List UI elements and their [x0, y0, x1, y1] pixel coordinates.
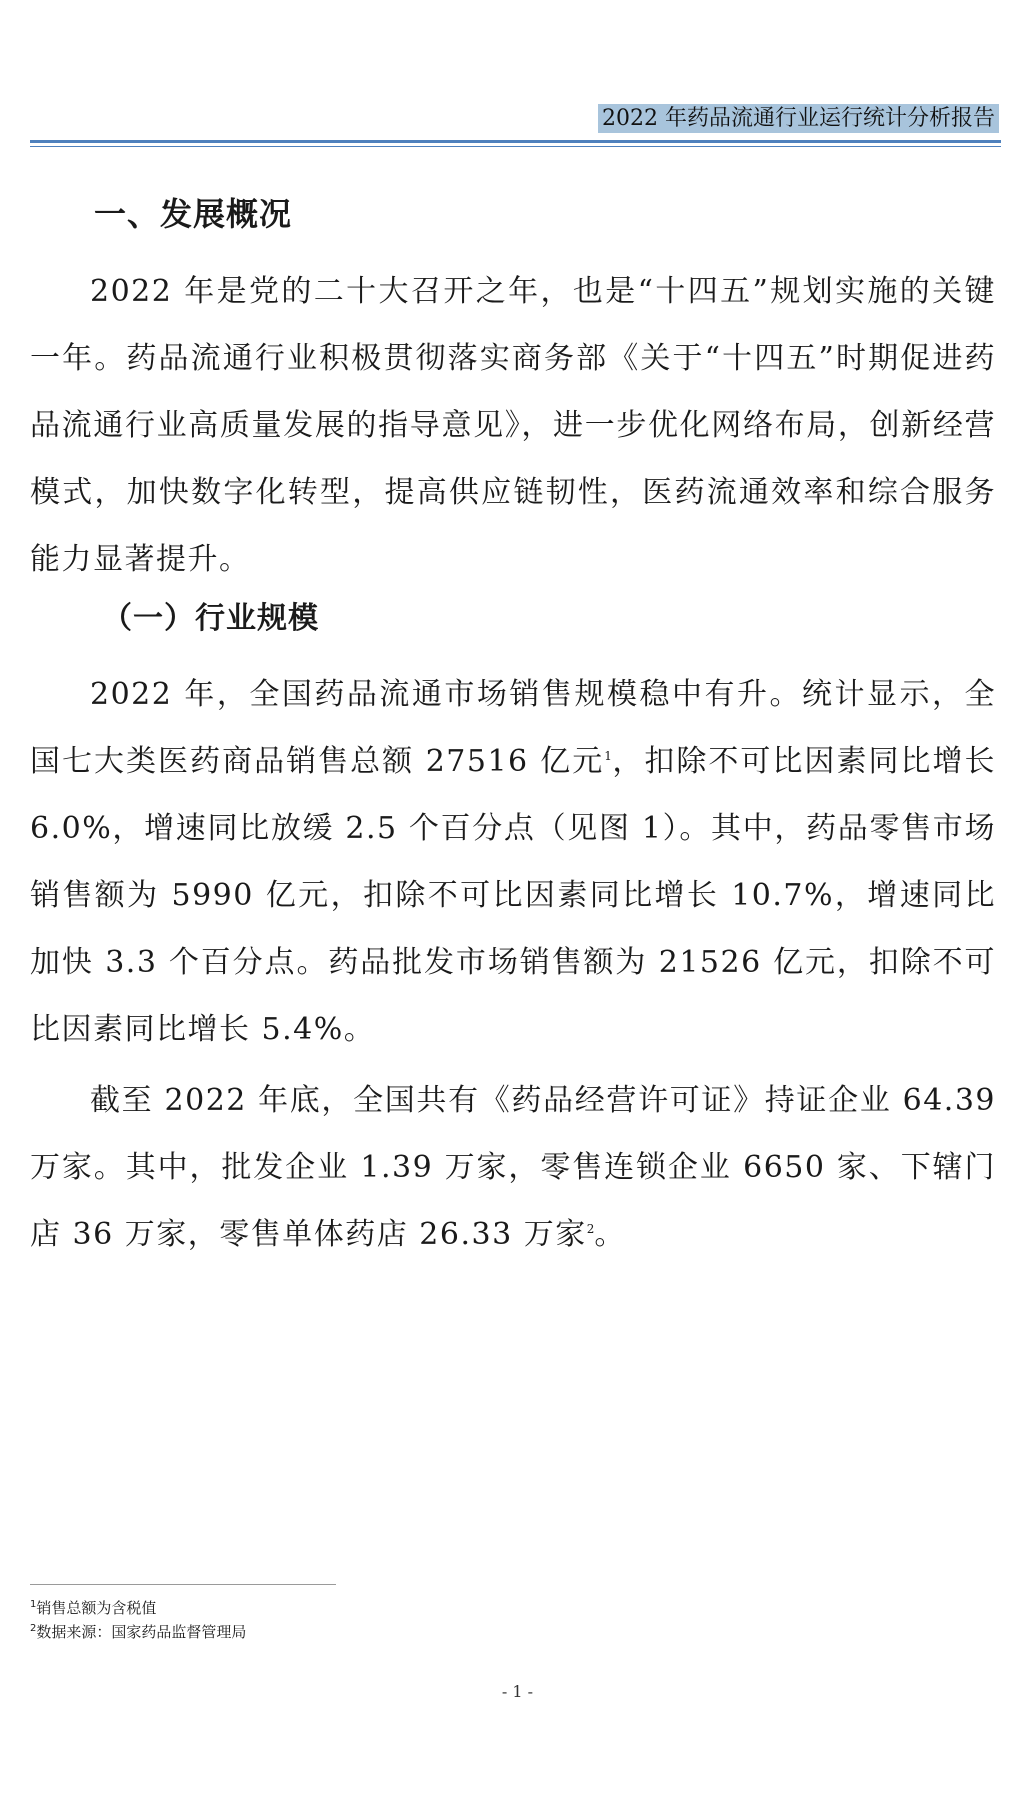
scale-paragraph-text-b: ，扣除不可比因素同比增长 6.0%，增速同比放缓 2.5 个百分点（见图 1）。其中，药品零售市场销售额为 5990 亿元，扣除不可比因素同比增长 10.7%，增速同比加快 3.3 个百分点。药品批发市场销售额为 21526 亿元，扣除不可比因素同比增长 5.4%。 [30, 744, 996, 1047]
footnote-ref-2: 2 [586, 1222, 595, 1236]
page-content [30, 192, 996, 1272]
footnote-1-mark: 1 [30, 1599, 37, 1610]
footnote-2 [30, 1620, 246, 1644]
footnote-separator [30, 1584, 336, 1585]
footnote-2-text: 数据来源：国家药品监督管理局 [36, 1623, 247, 1641]
overview-paragraph: 2022 年是党的二十大召开之年，也是“十四五”规划实施的关键一年。药品流通行业积极贯彻落实商务部《关于“十四五”时期促进药品流通行业高质量发展的指导意见》，进一步优化网络布局，创新经营模式，加快数字化转型，提高供应链韧性，医药流通效率和综合服务能力显著提升。 [30, 274, 996, 577]
section-heading: 一、发展概况 [94, 195, 293, 233]
report-header-title: 2022 年药品流通行业运行统计分析报告 [598, 104, 999, 133]
footnote-ref-1: 1 [604, 749, 612, 763]
footnote-1-text: 销售总额为含税值 [36, 1599, 157, 1617]
header-rule-thin [30, 146, 1001, 147]
page-number: - 1 - [501, 1682, 534, 1701]
license-paragraph [30, 1067, 996, 1268]
header-rule-thick [30, 140, 1001, 143]
footnote-2-mark: 2 [30, 1623, 37, 1634]
license-paragraph-text-a: 截至 2022 年底，全国共有《药品经营许可证》持证企业 64.39 万家。其中，批发企业 1.39 万家，零售连锁企业 6650 家、下辖门店 36 万家，零售单体药店 26.33 万家 [30, 1083, 996, 1252]
subsection-heading: （一）行业规模 [102, 601, 319, 636]
license-paragraph-text-b: 。 [594, 1217, 626, 1252]
footnote-1 [30, 1596, 246, 1620]
scale-paragraph-text-a: 2022 年，全国药品流通市场销售规模稳中有升。统计显示，全国七大类医药商品销售总额 27516 亿元 [30, 677, 996, 779]
footnotes [30, 1596, 246, 1644]
scale-paragraph [30, 661, 996, 1063]
